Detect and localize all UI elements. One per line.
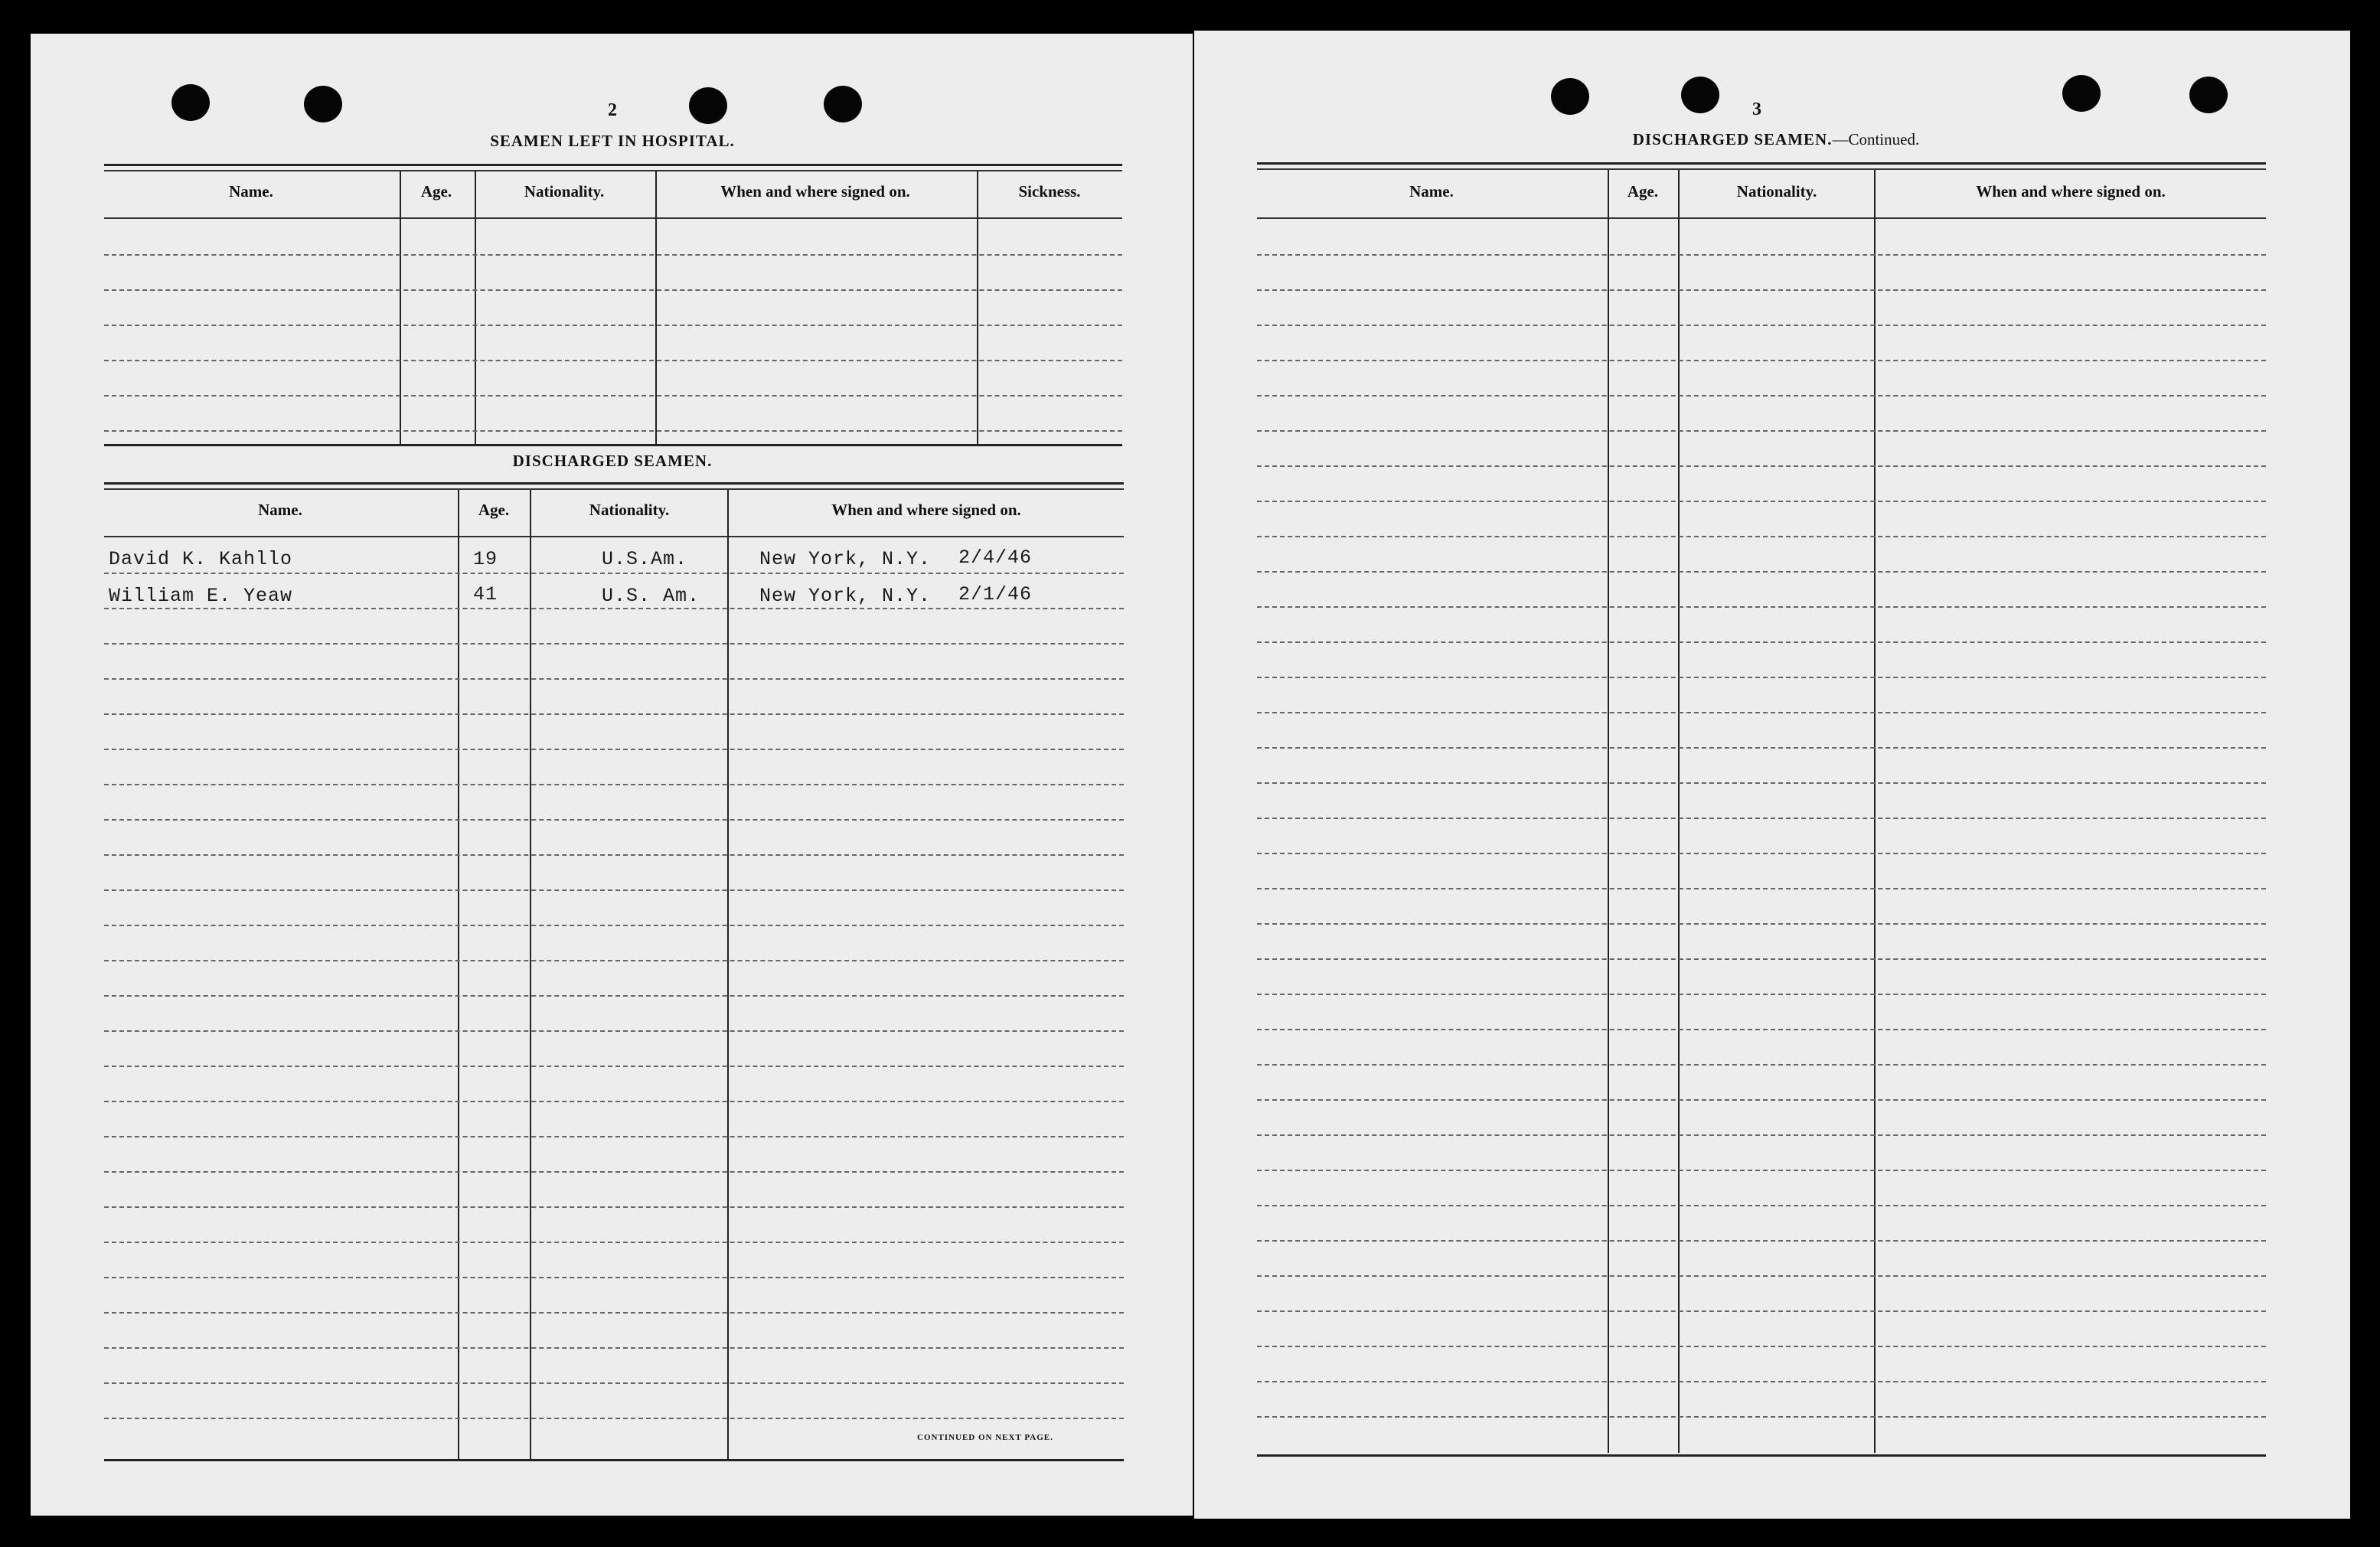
- ruled-line: [1257, 712, 2266, 713]
- discharged-section-title: DISCHARGED SEAMEN.: [512, 452, 713, 470]
- page-number: 2: [608, 100, 617, 120]
- page-number: 3: [1752, 100, 1761, 119]
- ruled-line: [1257, 430, 2266, 432]
- ruled-line: [1257, 395, 2266, 397]
- discharged-row-2-signed-place: New York, N.Y.: [759, 585, 932, 607]
- discharged-col-nationality: Nationality.: [589, 501, 670, 519]
- ruled-line: [1257, 782, 2266, 784]
- ruled-line: [104, 1277, 1124, 1278]
- hospital-top-rule: [104, 170, 1122, 171]
- discharged-col-signed-on: When and where signed on.: [831, 501, 1021, 519]
- punch-hole: [824, 86, 862, 122]
- ruled-line: [1257, 1099, 2266, 1101]
- ruled-line: [104, 1206, 1124, 1208]
- hospital-col-nationality: Nationality.: [524, 182, 605, 201]
- hospital-col-divider: [977, 171, 978, 444]
- ruled-line: [1257, 1064, 2266, 1066]
- ruled-line: [104, 713, 1124, 715]
- punch-hole: [1551, 78, 1589, 115]
- ruled-line: [1257, 289, 2266, 291]
- ruled-line: [104, 784, 1124, 785]
- ruled-line: [104, 1066, 1124, 1067]
- ruled-line: [1257, 1310, 2266, 1312]
- hospital-row-line: [104, 430, 1122, 432]
- right-col-divider: [1874, 170, 1876, 1453]
- ruled-line: [1257, 254, 2266, 256]
- ruled-line: [104, 889, 1124, 891]
- right-header-rule: [1257, 217, 2266, 219]
- hospital-row-line: [104, 360, 1122, 361]
- right-col-name: Name.: [1409, 182, 1454, 201]
- hospital-section-title: SEAMEN LEFT IN HOSPITAL.: [490, 132, 735, 150]
- right-top-rule: [1257, 168, 2266, 170]
- ruled-line: [1257, 571, 2266, 573]
- punch-hole: [1681, 77, 1719, 113]
- right-top-rule: [1257, 162, 2266, 165]
- hospital-bottom-rule: [104, 444, 1122, 446]
- discharged-top-rule: [104, 482, 1124, 485]
- ruled-line: [1257, 888, 2266, 889]
- discharged-bottom-rule: [104, 1459, 1124, 1461]
- ruled-line: [1257, 853, 2266, 854]
- left-page: [31, 34, 1193, 1516]
- discharged-row-2-signed-date: 2/1/46: [958, 583, 1033, 605]
- hospital-row-line: [104, 289, 1122, 291]
- ruled-line: [104, 573, 1124, 574]
- ruled-line: [104, 1418, 1124, 1419]
- hospital-row-line: [104, 395, 1122, 397]
- hospital-col-name: Name.: [229, 182, 273, 201]
- discharged-row-1-name: David K. Kahllo: [109, 548, 293, 570]
- ruled-line: [104, 678, 1124, 680]
- ruled-line: [1257, 325, 2266, 326]
- punch-hole: [171, 84, 210, 121]
- ruled-line: [104, 1030, 1124, 1032]
- ruled-line: [1257, 677, 2266, 678]
- right-page: [1194, 31, 2350, 1519]
- hospital-col-sickness: Sickness.: [1018, 182, 1081, 201]
- ruled-line: [1257, 465, 2266, 467]
- punch-hole: [2189, 77, 2228, 113]
- ruled-line: [1257, 1346, 2266, 1347]
- ruled-line: [104, 1136, 1124, 1137]
- hospital-col-divider: [400, 171, 401, 444]
- ruled-line: [1257, 1170, 2266, 1171]
- ruled-line: [1257, 994, 2266, 995]
- ruled-line: [104, 854, 1124, 856]
- punch-hole: [689, 87, 727, 124]
- ruled-line: [1257, 1134, 2266, 1136]
- ruled-line: [1257, 1381, 2266, 1382]
- ruled-line: [104, 1382, 1124, 1384]
- ruled-line: [104, 608, 1124, 609]
- ruled-line: [104, 1101, 1124, 1102]
- ruled-line: [1257, 958, 2266, 960]
- ruled-line: [1257, 1275, 2266, 1277]
- discharged-row-1-signed-date: 2/4/46: [958, 547, 1033, 569]
- discharged-row-1-signed-place: New York, N.Y.: [759, 548, 932, 570]
- ruled-line: [104, 925, 1124, 926]
- discharged-row-1-nationality: U.S.Am.: [602, 548, 688, 570]
- punch-hole: [304, 86, 342, 122]
- discharged-row-2-nationality: U.S. Am.: [602, 585, 700, 607]
- discharged-col-divider: [530, 490, 531, 1459]
- hospital-col-divider: [475, 171, 476, 444]
- discharged-row-2-age: 41: [473, 583, 498, 605]
- ruled-line: [1257, 1029, 2266, 1030]
- ruled-line: [1257, 923, 2266, 925]
- ruled-line: [1257, 1416, 2266, 1418]
- ruled-line: [1257, 606, 2266, 608]
- right-col-divider: [1678, 170, 1680, 1453]
- right-col-signed-on: When and where signed on.: [1976, 182, 2166, 201]
- punch-hole: [2062, 75, 2101, 112]
- ruled-line: [1257, 536, 2266, 537]
- discharged-continued-title-main: DISCHARGED SEAMEN.: [1632, 130, 1833, 148]
- ruled-line: [1257, 360, 2266, 361]
- right-bottom-rule: [1257, 1454, 2266, 1457]
- hospital-top-rule: [104, 164, 1122, 166]
- hospital-row-line: [104, 325, 1122, 326]
- hospital-col-age: Age.: [420, 182, 452, 201]
- discharged-col-name: Name.: [258, 501, 302, 519]
- ruled-line: [1257, 818, 2266, 819]
- ruled-line: [104, 1312, 1124, 1314]
- ruled-line: [104, 1171, 1124, 1173]
- discharged-header-rule: [104, 536, 1124, 537]
- hospital-col-divider: [655, 171, 657, 444]
- discharged-col-age: Age.: [478, 501, 510, 519]
- discharged-continued-title: [1531, 130, 2021, 149]
- ruled-line: [104, 1242, 1124, 1243]
- ruled-line: [104, 995, 1124, 997]
- right-col-age: Age.: [1627, 182, 1659, 201]
- ruled-line: [1257, 501, 2266, 502]
- discharged-row-1-age: 19: [473, 548, 498, 570]
- ruled-line: [104, 1347, 1124, 1349]
- discharged-col-divider: [727, 490, 729, 1459]
- right-col-nationality: Nationality.: [1736, 182, 1817, 201]
- ruled-line: [1257, 641, 2266, 643]
- right-col-divider: [1608, 170, 1609, 1453]
- ruled-line: [104, 819, 1124, 821]
- ruled-line: [1257, 1240, 2266, 1242]
- discharged-top-rule: [104, 488, 1124, 490]
- continued-footer: CONTINUED ON NEXT PAGE.: [917, 1433, 1053, 1442]
- ruled-line: [104, 643, 1124, 645]
- ruled-line: [1257, 1205, 2266, 1206]
- discharged-row-2-name: William E. Yeaw: [109, 585, 293, 607]
- ruled-line: [104, 960, 1124, 961]
- ruled-line: [104, 749, 1124, 750]
- hospital-row-line: [104, 254, 1122, 256]
- discharged-continued-title-suffix: —Continued.: [1832, 130, 1920, 148]
- hospital-col-signed-on: When and where signed on.: [720, 182, 910, 201]
- discharged-col-divider: [458, 490, 459, 1459]
- hospital-header-rule: [104, 217, 1122, 219]
- ruled-line: [1257, 747, 2266, 749]
